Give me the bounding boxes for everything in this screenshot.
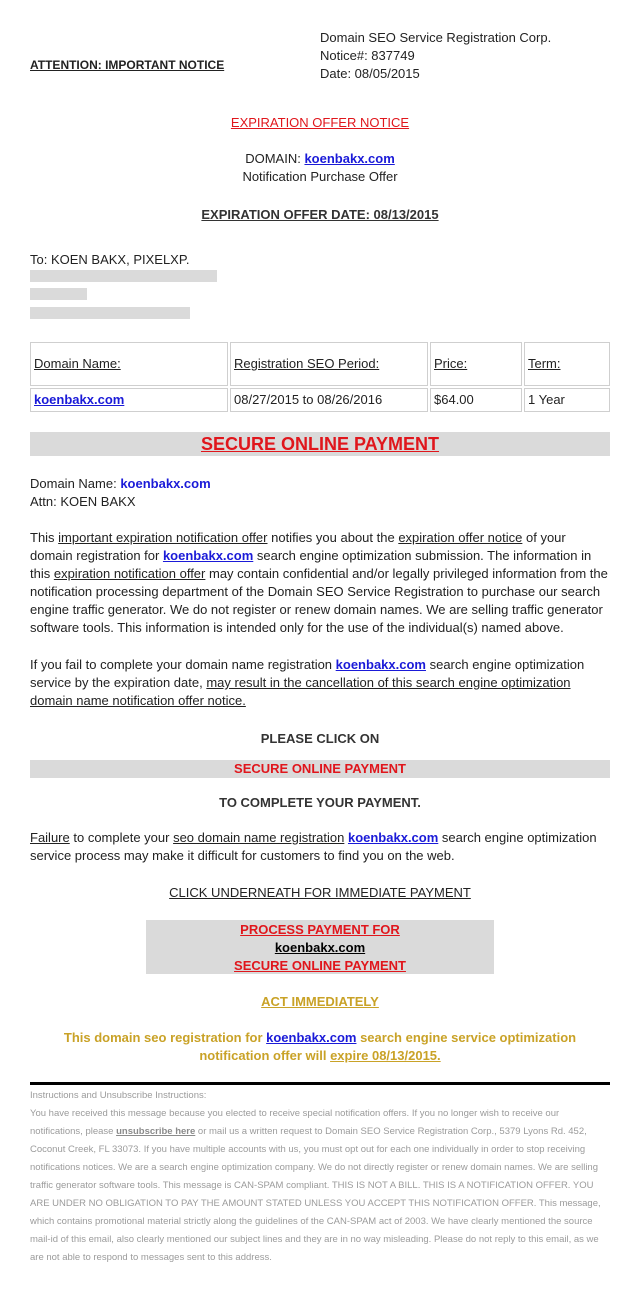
failure-paragraph (30, 829, 610, 865)
domain-table (28, 340, 612, 414)
redacted-address-line (30, 288, 87, 300)
header-term: Term: (528, 356, 561, 371)
domain-link[interactable]: koenbakx.com (304, 151, 395, 166)
please-click-on: PLEASE CLICK ON (260, 731, 380, 746)
attention-heading: ATTENTION: IMPORTANT NOTICE (30, 58, 225, 72)
domain-line (0, 150, 640, 168)
attn-domain: koenbakx.com (120, 476, 211, 491)
body-text: to complete your (69, 830, 174, 845)
failure-word: Failure (30, 830, 70, 845)
table-price: $64.00 (430, 388, 522, 412)
domain-label: DOMAIN: (245, 151, 301, 166)
attn-block (30, 475, 211, 511)
process-payment-secure[interactable]: SECURE ONLINE PAYMENT (234, 958, 406, 973)
body-text: may contain confidential and/or legally privileged information from the notification processing department of the Domain SEO Service Registration to purchase our search engine traffic generator. We do not register or renew domain names. We are selling traffic generator software tools. This information is intended only for the use of the individual(s) named above. (30, 566, 608, 635)
footer-text: or mail us a written request to Domain SEO Service Registration Corp., 5379 Lyons Rd. 452, Coconut Creek, FL 33073. If you have multiple accounts with us, you must opt out for each one individually in order to stop receiving notifications notices. We are a search engine optimization company. We do not directly register or renew domain names. We are selling traffic generator software tools. This message is CAN-SPAM compliant. THIS IS NOT A BILL. THIS IS A NOTIFICATION OFFER. YOU ARE UNDER NO OBLIGATION TO PAY THE AMOUNT STATED UNLESS YOU ACCEPT THIS NOTIFICATION OFFER. This message, which contains promotional material strictly along the guidelines of the CAN-SPAM act of 2003. We have clearly mentioned the source mail-id of this email, also clearly mentioned our subject lines and they are in no way misleading. Please do not reply to this email, as we are not able to respond to messages sent to this address. (30, 1126, 601, 1263)
body-text: search engine optimization submission. The information in this (30, 548, 592, 581)
redacted-address-line (30, 270, 217, 282)
body-text: search engine optimization service process may make it difficult for customers to find you on the web. (30, 830, 597, 863)
header-domain-name: Domain Name: (34, 356, 121, 371)
body-paragraph-1 (30, 529, 610, 637)
header-price: Price: (434, 356, 468, 371)
final-text: search engine service optimization notification offer will (199, 1030, 577, 1063)
body-text: search engine optimization service by the expiration date, (30, 657, 585, 690)
table-row (30, 388, 610, 412)
expiration-offer-link[interactable]: expiration notification offer (53, 566, 206, 581)
attn-domain-label: Domain Name: (30, 476, 117, 491)
purchase-offer-subtitle: Notification Purchase Offer (242, 169, 398, 184)
body-text: of your domain registration for (30, 530, 566, 563)
redacted-address-line (30, 307, 190, 319)
body-paragraph-2 (30, 656, 610, 710)
notification-offer-link[interactable]: important expiration notification offer (58, 530, 268, 545)
cancellation-link[interactable]: may result in the cancellation of this search engine optimization domain name notification offer notice. (30, 675, 571, 708)
table-period: 08/27/2015 to 08/26/2016 (230, 388, 428, 412)
process-payment-box[interactable] (146, 920, 494, 974)
header-registration-period: Registration SEO Period: (234, 356, 380, 371)
expiration-notice-title: EXPIRATION OFFER NOTICE (230, 115, 410, 130)
secure-payment-button-label[interactable]: SECURE ONLINE PAYMENT (234, 761, 406, 776)
body-text: If you fail to complete your domain name registration (30, 657, 336, 672)
secure-payment-banner[interactable] (30, 432, 610, 456)
complete-payment-text: TO COMPLETE YOUR PAYMENT. (219, 795, 421, 810)
notice-number: Notice#: 837749 (320, 48, 415, 63)
company-name: Domain SEO Service Registration Corp. (320, 30, 552, 45)
footer-text: You have received this message because you elected to receive special notification offers. If you no longer wish to receive our notifications, please (30, 1108, 560, 1137)
company-block (320, 29, 551, 83)
table-domain-link[interactable]: koenbakx.com (34, 392, 125, 407)
body-domain-link[interactable]: koenbakx.com (162, 548, 254, 563)
process-payment-line[interactable]: PROCESS PAYMENT FOR (240, 922, 400, 937)
failure-domain-link[interactable]: koenbakx.com (347, 830, 439, 845)
footer-heading: Instructions and Unsubscribe Instructions: (30, 1090, 207, 1101)
unsubscribe-link[interactable]: unsubscribe here (116, 1126, 196, 1137)
body-text: notifies you about the (267, 530, 399, 545)
final-domain-link[interactable]: koenbakx.com (266, 1030, 357, 1045)
process-payment-domain[interactable]: koenbakx.com (274, 940, 366, 955)
offer-date: EXPIRATION OFFER DATE: 08/13/2015 (201, 207, 439, 222)
notice-date: Date: 08/05/2015 (320, 66, 420, 81)
final-notice (50, 1029, 590, 1065)
table-term: 1 Year (524, 388, 610, 412)
recipient-to: To: KOEN BAKX, PIXELXP. (30, 252, 190, 267)
body-domain-link[interactable]: koenbakx.com (335, 657, 426, 672)
attn-domain-line (30, 475, 211, 493)
final-text: This domain seo registration for (63, 1030, 267, 1045)
seo-registration-link[interactable]: seo domain name registration (173, 830, 345, 845)
body-text: This (30, 530, 59, 545)
expire-date: expire 08/13/2015. (330, 1048, 441, 1063)
table-header-row (30, 342, 610, 386)
click-underneath-text[interactable]: CLICK UNDERNEATH FOR IMMEDIATE PAYMENT (169, 885, 471, 900)
attn-name: Attn: KOEN BAKX (30, 494, 136, 509)
footer (30, 1087, 610, 1267)
secure-payment-button[interactable] (30, 760, 610, 778)
footer-body (30, 1105, 610, 1267)
act-immediately: ACT IMMEDIATELY (261, 994, 379, 1009)
footer-divider (30, 1082, 610, 1085)
secure-payment-banner-label[interactable]: SECURE ONLINE PAYMENT (200, 434, 440, 454)
offer-notice-link[interactable]: expiration offer notice (398, 530, 523, 545)
